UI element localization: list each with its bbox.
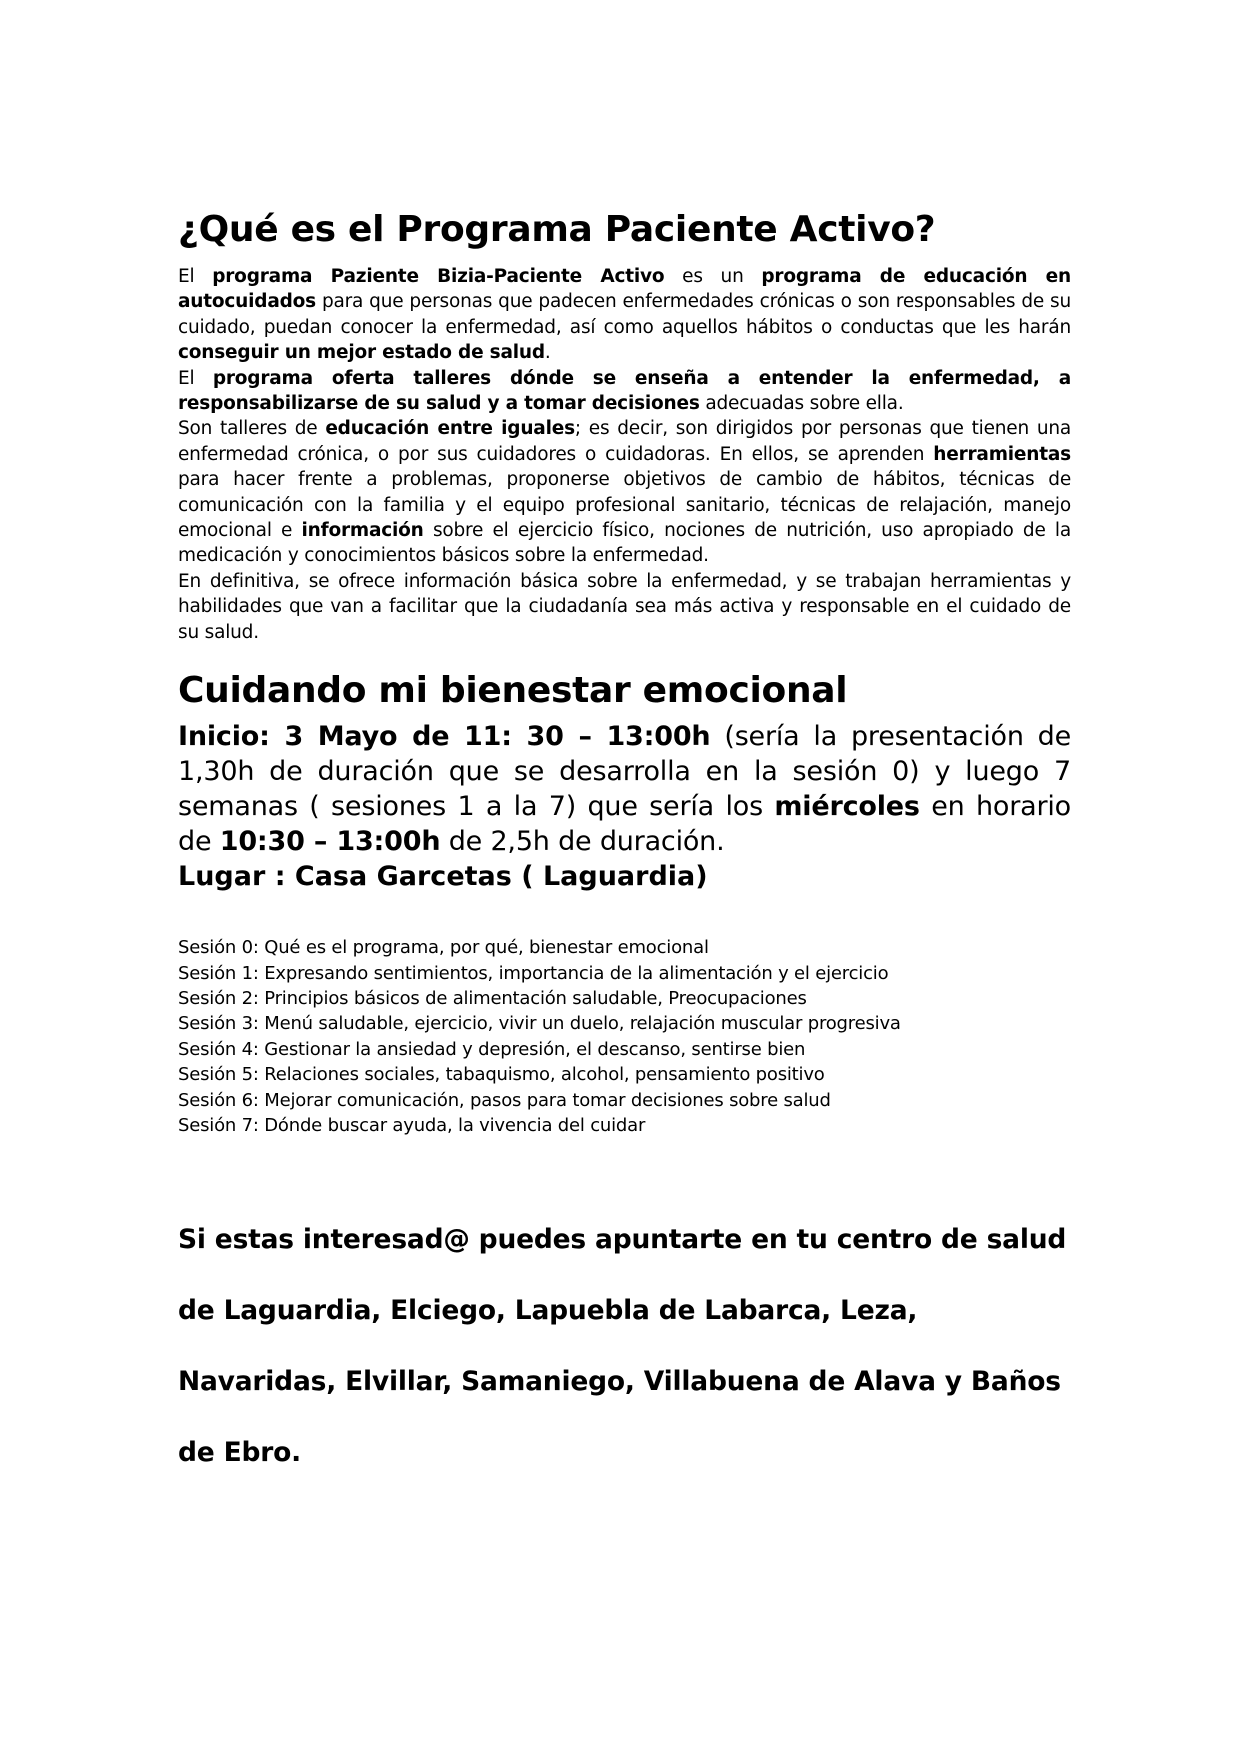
cta-line: Navaridas, Elvillar, Samaniego, Villabuena de Alava y Baños bbox=[178, 1366, 1061, 1398]
text-run: adecuadas sobre ella. bbox=[699, 393, 904, 415]
text-run: Son talleres de bbox=[178, 418, 326, 440]
document-content bbox=[178, 208, 1071, 1488]
paragraph-1 bbox=[178, 264, 1071, 366]
programa-description bbox=[178, 264, 1071, 645]
session-item: Sesión 5: Relaciones sociales, tabaquismo, alcohol, pensamiento positivo bbox=[178, 1064, 825, 1086]
section-title-bienestar: Cuidando mi bienestar emocional bbox=[178, 670, 848, 712]
session-item: Sesión 0: Qué es el programa, por qué, bienestar emocional bbox=[178, 937, 709, 959]
text-run: es un bbox=[664, 266, 762, 287]
schedule-text bbox=[178, 719, 1071, 859]
session-list bbox=[178, 935, 1071, 1138]
cta-line: de Ebro. bbox=[178, 1437, 301, 1469]
bold-run: programa Paziente Bizia-Paciente Activo bbox=[212, 266, 665, 287]
text-run: de 2,5h de duración. bbox=[440, 826, 725, 858]
session-item: Sesión 7: Dónde buscar ayuda, la vivencia del cuidar bbox=[178, 1114, 646, 1136]
bold-run: miércoles bbox=[774, 791, 920, 823]
text-run: sobre el ejercicio físico, nociones de nutrición, uso apropiado de la medicación y conocimientos básicos sobre la enfermedad. bbox=[178, 520, 1071, 567]
text-run: ; es decir, son dirigidos por personas que tienen una enfermedad crónica, o por sus cuidadores o cuidadoras. En ellos, se aprenden bbox=[178, 418, 1072, 465]
text-run: El bbox=[178, 367, 213, 389]
location-text: Lugar : Casa Garcetas ( Laguardia) bbox=[178, 861, 708, 893]
session-item: Sesión 1: Expresando sentimientos, importancia de la alimentación y el ejercicio bbox=[178, 962, 889, 984]
text-run: El bbox=[178, 266, 213, 287]
bold-run: herramientas bbox=[933, 443, 1071, 465]
text-run: (sería la presentación de 1,30h de duración que se desarrolla en la sesión 0) y luego 7 semanas ( sesiones 1 a la 7) que sería los bbox=[178, 721, 1071, 823]
bold-run: programa oferta talleres dónde se enseña a entender la enfermedad, a responsabilizarse de su salud y a tomar decisiones bbox=[178, 367, 1071, 415]
text-run: para que personas que padecen enfermedades crónicas o son responsables de su cuidado, puedan conocer la enfermedad, así como aquellos hábitos o conductas que les harán bbox=[178, 291, 1071, 338]
session-item: Sesión 6: Mejorar comunicación, pasos para tomar decisiones sobre salud bbox=[178, 1089, 831, 1111]
cta-line: Si estas interesad@ puedes apuntarte en tu centro de salud bbox=[178, 1224, 1067, 1256]
session-item: Sesión 3: Menú saludable, ejercicio, vivir un duelo, relajación muscular progresiva bbox=[178, 1013, 901, 1035]
bold-run: programa de educación en autocuidados bbox=[178, 266, 1071, 313]
bold-run: información bbox=[301, 520, 424, 542]
session-item: Sesión 4: Gestionar la ansiedad y depresión, el descanso, sentirse bien bbox=[178, 1038, 806, 1060]
session-item: Sesión 2: Principios básicos de alimentación saludable, Preocupaciones bbox=[178, 987, 807, 1009]
section-title-programa: ¿Qué es el Programa Paciente Activo? bbox=[178, 209, 936, 250]
paragraph-4: En definitiva, se ofrece información básica sobre la enfermedad, y se trabajan herramientas y habilidades que van a facilitar que la ciudadanía sea más activa y responsable en el cuidado de su salud. bbox=[178, 570, 1071, 643]
cta-line: de Laguardia, Elciego, Lapuebla de Labarca, Leza, bbox=[178, 1295, 918, 1327]
paragraph-2 bbox=[178, 366, 1071, 417]
text-run: para hacer frente a problemas, proponerse objetivos de cambio de hábitos, técnicas de comunicación con la familia y el equipo profesional sanitario, técnicas de relajación, manejo emocional e bbox=[178, 469, 1071, 542]
bold-run: Inicio: 3 Mayo de 11: 30 – 13:00h bbox=[178, 721, 711, 753]
bold-run: conseguir un mejor estado de salud bbox=[178, 342, 545, 364]
text-run: . bbox=[544, 342, 551, 364]
call-to-action bbox=[178, 1204, 1071, 1488]
bold-run: educación entre iguales bbox=[325, 418, 575, 440]
paragraph-3 bbox=[178, 416, 1071, 568]
bold-run: 10:30 – 13:00h bbox=[219, 826, 441, 858]
text-run: en horario de bbox=[178, 791, 1071, 858]
